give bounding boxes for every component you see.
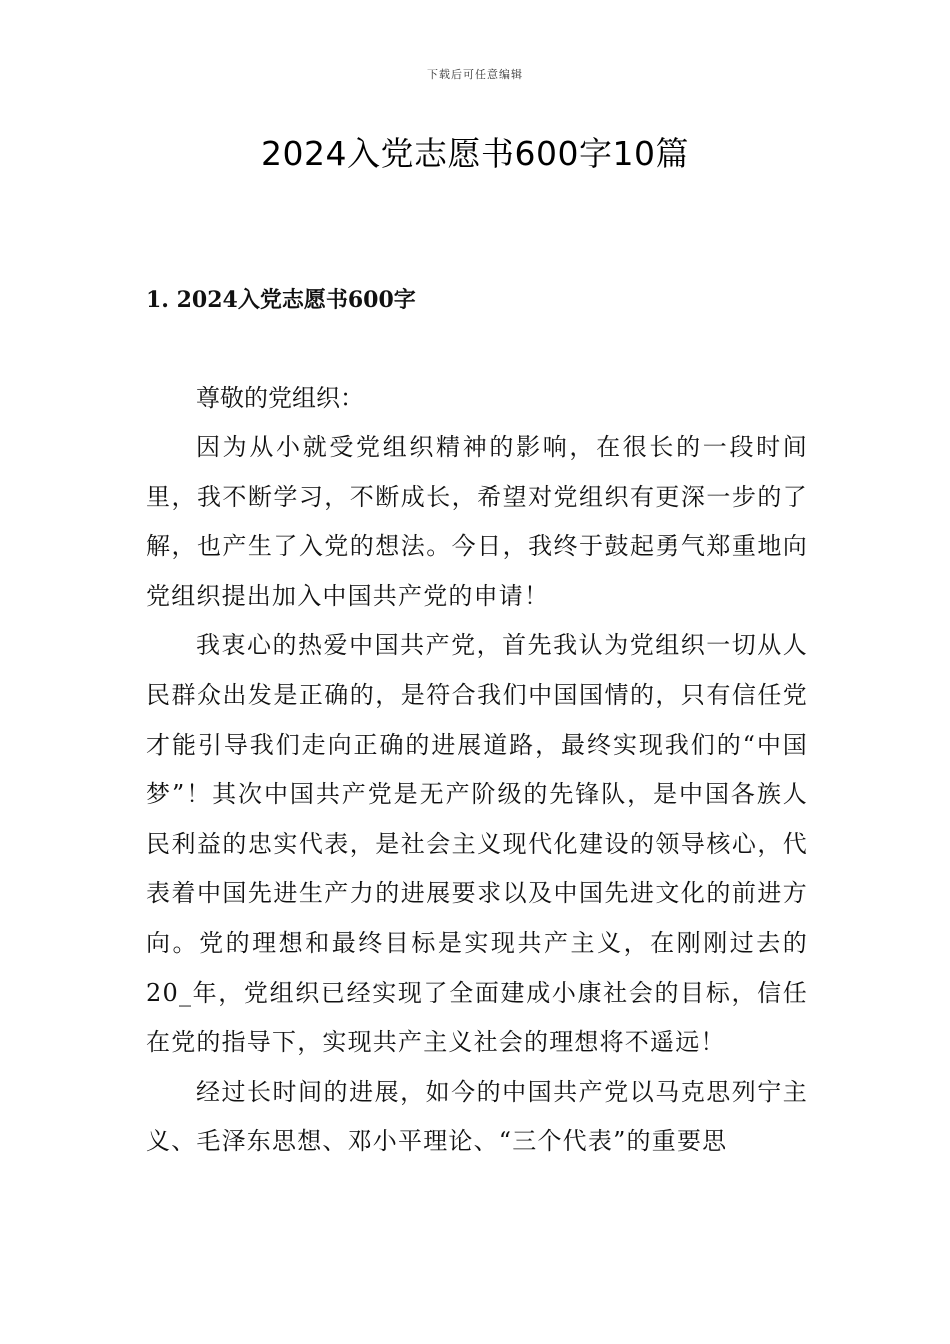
salutation: 尊敬的党组织： (196, 384, 364, 412)
paragraph-2: 我衷心的热爱中国共产党，首先我认为党组织一切从人民群众出发是正确的，是符合我们中国国情的，只有信任党才能引导我们走向正确的进展道路，最终实现我们的“中国梦”！其次中国共产党是无产阶级的先锋队，是中国各族人民利益的忠实代表，是社会主义现代化建设的领导核心，代表着中国先进生产力的进展要求以及中国先进文化的前进方向。党的理想和最终目标是实现共产主义，在刚刚过去的20_年，党组织已经实现了全面建成小康社会的目标，信任在党的指导下，实现共产主义社会的理想将不遥远！ (146, 631, 808, 1057)
section-heading: 1. 2024入党志愿书600字 (146, 287, 416, 313)
header-note: 下载后可任意编辑 (427, 68, 523, 81)
document-body (146, 373, 808, 1167)
document-title: 2024入党志愿书600字10篇 (261, 134, 689, 173)
paragraph-1: 因为从小就受党组织精神的影响，在很长的一段时间里，我不断学习，不断成长，希望对党组织有更深一步的了解，也产生了入党的想法。今日，我终于鼓起勇气郑重地向党组织提出加入中国共产党的申请！ (146, 433, 808, 610)
paragraph-3: 经过长时间的进展，如今的中国共产党以马克思列宁主义、毛泽东思想、邓小平理论、“三个代表”的重要思 (146, 1077, 808, 1156)
